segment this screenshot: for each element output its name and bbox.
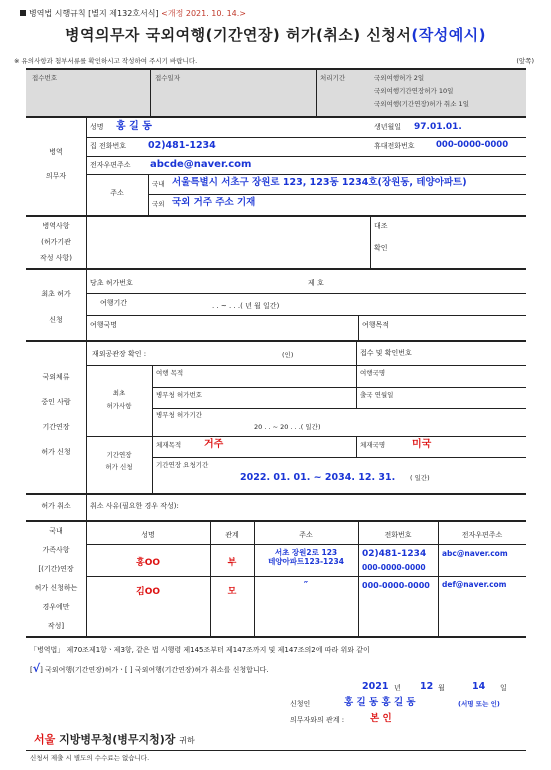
- mma-permit-no-label: 병무청 허가번호: [156, 391, 203, 399]
- family-header-address: 주소: [299, 531, 313, 539]
- divider: [358, 522, 359, 636]
- mobile-value: 000-0000-0000: [436, 140, 509, 150]
- page-side: (앞쪽): [516, 57, 534, 65]
- family-row-1-name: 홍OO: [136, 558, 160, 568]
- row-line: [86, 544, 526, 545]
- first-permit-items-1: 최초: [112, 389, 126, 397]
- dob-value: 97.01.01.: [414, 122, 462, 132]
- family-section-4: 허가 신청하는: [34, 584, 78, 592]
- family-section-5: 경우에만: [42, 603, 70, 611]
- stay-country-label: 체재국명: [360, 441, 386, 449]
- declaration-line-2: [√] 국외여행(기간연장)허가ㆍ[ ] 국외여행(기간연장)허가 취소를 신청합니다.: [30, 662, 269, 675]
- extension-section-4: 허가 신청: [41, 448, 71, 456]
- first-permit-items-2: 허가사항: [106, 402, 132, 410]
- applicant-label: 신청인: [290, 700, 311, 708]
- travel-period-label: 여행기간: [100, 299, 128, 307]
- overseas-address: 국외 거주 주소 기재: [172, 197, 256, 208]
- rule: [26, 493, 526, 495]
- divider: [86, 217, 87, 268]
- name-value: 홍 길 동: [116, 121, 152, 132]
- mobile-label: 휴대전화번호: [374, 142, 415, 150]
- rule: [26, 116, 526, 118]
- mma-permit-period-value: 20 . . ~ 20 . . .( 일간): [254, 423, 321, 431]
- row-line: [152, 408, 526, 409]
- rule: [26, 340, 526, 342]
- family-row-1-phone2: 000-0000-0000: [362, 563, 426, 572]
- divider: [254, 522, 255, 636]
- divider: [86, 118, 87, 215]
- processing-period-label: 처리기간: [320, 74, 346, 82]
- seal-mark: (인): [282, 351, 294, 359]
- first-permit-section-1: 최초 허가: [41, 290, 71, 298]
- email-label: 전자우편주소: [90, 161, 131, 169]
- row-line: [86, 156, 526, 157]
- revision-date: <개정 2021. 10. 14.>: [161, 9, 246, 18]
- row-line: [86, 293, 526, 294]
- extension-section-1: 국외체류: [42, 373, 70, 381]
- example-tag: (작성예시): [411, 26, 487, 44]
- family-section-2: 가족사항: [42, 546, 70, 554]
- applicant-name: 홍 길 동 홍 길 동: [344, 697, 416, 708]
- requested-period-value: 2022. 01. 01. ~ 2034. 12. 31.: [240, 472, 396, 483]
- declaration-line-1: 「병역법」 제70조제1항ㆍ제3항, 같은 법 시행령 제145조부터 제147조까지 및 제147조의2에 따라 위와 같이: [30, 646, 370, 654]
- rule: [26, 268, 526, 270]
- cancel-section: 허가 취소: [41, 502, 71, 510]
- divider: [86, 270, 87, 340]
- military-section-1: 병역사항: [42, 222, 70, 230]
- unit-label: 대조: [374, 222, 388, 230]
- divider: [210, 522, 211, 636]
- ext-request-1: 기간연장: [106, 451, 132, 459]
- family-row-2-email: def@naver.com: [442, 580, 507, 589]
- country-label: 여행국명: [90, 321, 118, 329]
- conscript-section-1: 병역: [49, 148, 63, 156]
- relation-value: 본 인: [370, 713, 392, 724]
- notice-line: ※ 유의사항과 첨부서류를 확인하시고 작성하여 주시기 바랍니다. (앞쪽): [14, 57, 534, 65]
- sign-month-unit: 월: [438, 684, 445, 692]
- family-row-1-address: 서초 장원2로 123 테양아파트123-1234: [268, 548, 344, 566]
- family-header-email: 전자우편주소: [461, 531, 503, 539]
- rule: [26, 636, 526, 638]
- requested-period-label: 기간연장 요청기간: [156, 461, 209, 469]
- domestic-label: 국내: [152, 180, 165, 188]
- receipt-date-label: 접수일자: [155, 74, 181, 82]
- divider: [356, 436, 357, 457]
- dob-label: 생년월일: [374, 123, 402, 131]
- stay-purpose-label: 체재목적: [156, 441, 182, 449]
- home-phone-label: 집 전화번호: [90, 142, 127, 150]
- address-label: 주소: [110, 189, 124, 197]
- confirm-label: 확인: [374, 244, 388, 252]
- divider: [356, 365, 357, 387]
- receipt-number-label: 접수번호: [32, 74, 58, 82]
- domestic-address: 서울특별시 서초구 장원로 123, 123동 1234호(장원동, 테양아파트): [172, 177, 467, 188]
- departure-label: 출국 연월일: [360, 391, 394, 399]
- requested-period-days: ( 일간): [410, 474, 430, 482]
- family-row-2-address: ″: [303, 580, 309, 591]
- sign-day-unit: 일: [500, 684, 507, 692]
- row-line: [86, 436, 526, 437]
- overseas-label: 국외: [152, 200, 165, 208]
- divider: [356, 387, 357, 408]
- row-line: [86, 315, 526, 316]
- name-label: 성명: [90, 123, 104, 131]
- form-title: 병역의무자 국외여행(기간연장) 허가(취소) 신청서(작성예시): [64, 26, 487, 44]
- stay-purpose-value: 거주: [204, 439, 224, 450]
- addressee-region: 서울: [34, 733, 56, 746]
- row-line: [86, 137, 526, 138]
- family-row-2-name: 김OO: [136, 587, 160, 597]
- mma-permit-period-label: 병무청 허가기간: [156, 411, 203, 419]
- receipt-confirm-label: 접수 및 확인번호: [360, 349, 412, 357]
- row-line: [152, 457, 526, 458]
- conscript-section-2: 의무자: [45, 172, 67, 180]
- divider: [438, 522, 439, 636]
- consul-label: 재외공관장 확인 :: [92, 350, 147, 358]
- family-header-relation: 관계: [225, 531, 239, 539]
- sign-note: (서명 또는 인): [458, 700, 500, 708]
- family-section-6: 작성]: [47, 622, 65, 630]
- travel-country-label: 여행국명: [360, 369, 386, 377]
- sign-month: 12: [420, 681, 434, 692]
- sign-year: 2021: [362, 681, 389, 692]
- row-line: [86, 576, 526, 577]
- sign-day: 14: [472, 681, 486, 692]
- family-row-2-relation: 모: [227, 587, 237, 597]
- purpose-label: 여행목적: [362, 321, 390, 329]
- family-row-2-phone: 000-0000-0000: [362, 581, 430, 590]
- square-bullet-icon: [20, 10, 26, 16]
- sign-year-unit: 년: [394, 684, 401, 692]
- processing-period-2: 국외여행기간연장허가 10일: [374, 87, 454, 95]
- family-header-phone: 전화번호: [384, 531, 412, 539]
- home-phone-value: 02)481-1234: [148, 140, 216, 151]
- travel-purpose-label: 여행 목적: [156, 369, 184, 377]
- law-reference: 병역법 시행규칙 [별지 제132호서식] <개정 2021. 10. 14.>: [20, 8, 246, 19]
- family-row-1-phone: 02)481-1234: [362, 549, 427, 559]
- rule: [26, 520, 526, 522]
- permit-no-label: 당초 허가번호: [90, 279, 133, 287]
- divider: [152, 365, 153, 493]
- processing-period-3: 국외여행(기간연장)허가 취소 1일: [374, 100, 469, 108]
- first-permit-section-2: 신청: [49, 316, 63, 324]
- addressee: 서울 지방병무청(병무지청)장 귀하: [34, 733, 195, 746]
- relation-label: 의무자와의 관계 :: [290, 716, 345, 724]
- divider: [370, 217, 371, 268]
- ext-request-2: 허가 신청: [105, 463, 133, 471]
- family-section-1: 국내: [49, 527, 63, 535]
- divider: [356, 342, 357, 365]
- military-section-3: 작성 사항): [39, 254, 72, 262]
- rule: [26, 215, 526, 217]
- divider: [86, 495, 87, 520]
- fee-note: 신청서 제출 시 별도의 수수료는 없습니다.: [30, 754, 150, 762]
- family-section-3: [(기간)연장: [38, 565, 74, 573]
- divider: [150, 70, 151, 116]
- military-section-2: (허가기관: [41, 238, 71, 246]
- extension-section-2: 중인 사람: [41, 398, 71, 406]
- row-line: [152, 387, 526, 388]
- extension-section-3: 기간연장: [42, 423, 70, 431]
- permit-no-value: 제 호: [308, 279, 324, 287]
- bottom-rule: [26, 750, 526, 751]
- processing-period-1: 국외여행허가 2일: [374, 74, 425, 82]
- row-line: [148, 194, 526, 195]
- travel-period-value: . . ~ . . .( 년 월 일간): [212, 302, 280, 310]
- checkmark-icon: √: [32, 662, 41, 675]
- divider: [316, 70, 317, 116]
- divider: [86, 522, 87, 636]
- divider: [358, 315, 359, 340]
- family-header-name: 성명: [141, 531, 155, 539]
- row-line: [86, 174, 526, 175]
- email-value: abcde@naver.com: [150, 159, 252, 170]
- family-row-1-email: abc@naver.com: [442, 549, 508, 558]
- family-row-1-relation: 부: [227, 558, 237, 568]
- cancel-reason-label: 취소 사유(필요한 경우 작성):: [90, 502, 179, 510]
- stay-country-value: 미국: [412, 439, 432, 450]
